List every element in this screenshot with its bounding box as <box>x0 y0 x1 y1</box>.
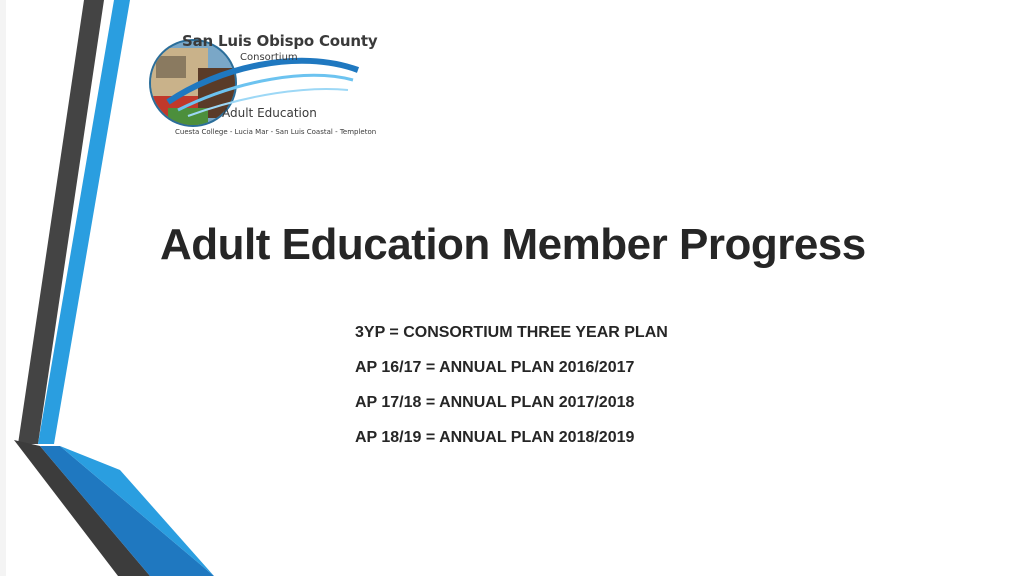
logo-subtitle: Consortium <box>240 52 298 63</box>
logo-program: Adult Education <box>222 106 317 120</box>
legend-item-ap1819: AP 18/19 = ANNUAL PLAN 2018/2019 <box>355 429 635 446</box>
legend-item-ap1617: AP 16/17 = ANNUAL PLAN 2016/2017 <box>355 359 635 376</box>
logo-members: Cuesta College - Lucia Mar - San Luis Coastal - Templeton <box>175 128 377 136</box>
logo-title: San Luis Obispo County <box>182 32 378 50</box>
legend-item-3yp: 3YP = CONSORTIUM THREE YEAR PLAN <box>355 324 668 341</box>
acronym-legend <box>355 322 668 462</box>
slide-title: Adult Education Member Progress <box>160 220 866 269</box>
legend-item-ap1718: AP 17/18 = ANNUAL PLAN 2017/2018 <box>355 394 635 411</box>
